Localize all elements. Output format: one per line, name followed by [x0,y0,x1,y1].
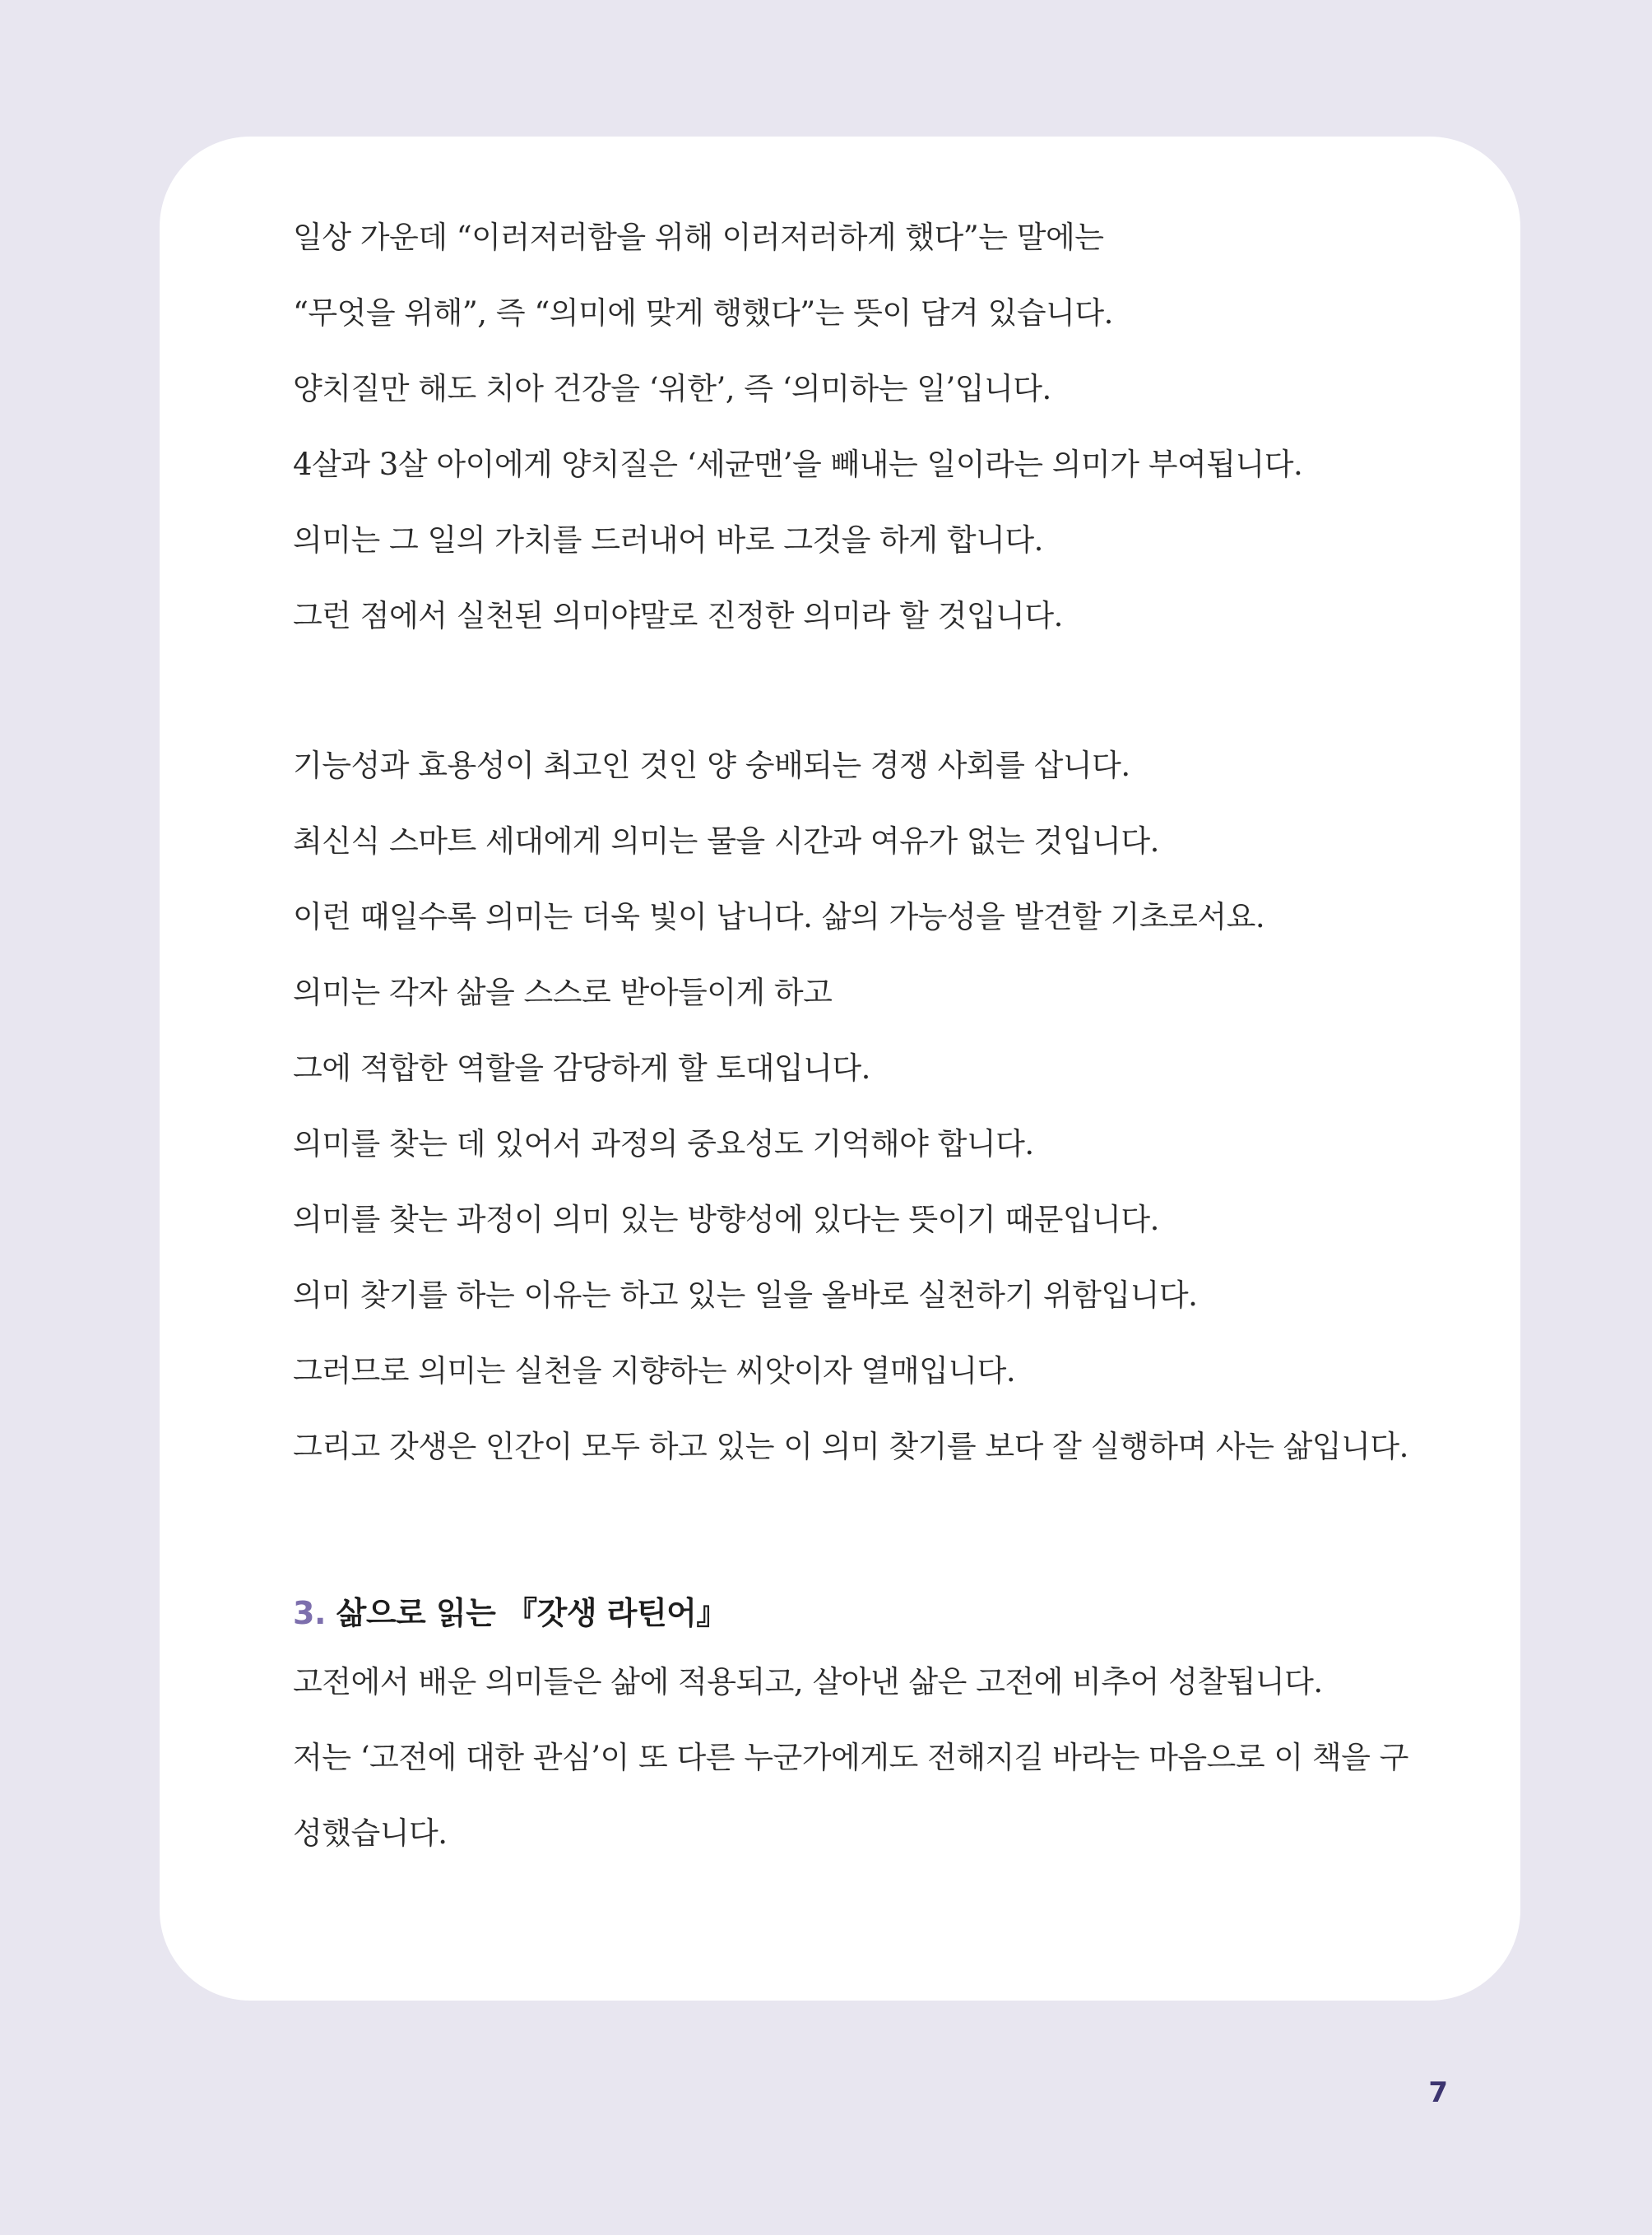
paragraph-line: 그런 점에서 실천된 의미야말로 진정한 의미라 할 것입니다. [293,598,1063,633]
section-title: 삶으로 읽는 『갓생 라틴어』 [336,1595,727,1631]
paragraph-line: 일상 가운데 “이러저러함을 위해 이러저러하게 했다”는 말에는 [293,220,1104,255]
paragraph-line: 기능성과 효용성이 최고인 것인 양 숭배되는 경쟁 사회를 삽니다. [293,748,1130,783]
paragraph-line: 최신식 스마트 세대에게 의미는 물을 시간과 여유가 없는 것입니다. [293,823,1159,859]
paragraph-line: 의미를 찾는 과정이 의미 있는 방향성에 있다는 뜻이기 때문입니다. [293,1202,1159,1237]
paragraph-line: 양치질만 해도 치아 건강을 ‘위한’, 즉 ‘의미하는 일’입니다. [293,371,1051,406]
paragraph-line: 성했습니다. [293,1815,448,1851]
paragraph-line: 저는 ‘고전에 대한 관심’이 또 다른 누군가에게도 전해지길 바라는 마음으로 이 책을 구 [293,1740,1408,1775]
section-heading [293,1588,1461,1657]
paragraph-1 [293,212,1461,666]
paragraph-2 [293,740,1461,1497]
section-number: 3. [293,1595,326,1631]
paragraph-line: 의미를 찾는 데 있어서 과정의 중요성도 기억해야 합니다. [293,1126,1034,1162]
paragraph-line: 의미 찾기를 하는 이유는 하고 있는 일을 올바로 실천하기 위함입니다. [293,1277,1198,1313]
paragraph-line: 그러므로 의미는 실천을 지향하는 씨앗이자 열매입니다. [293,1353,1016,1389]
paragraph-line: 그리고 갓생은 인간이 모두 하고 있는 이 의미 찾기를 보다 잘 실행하며 사는 삶입니다. [293,1429,1408,1464]
paragraph-spacer [293,666,1461,740]
paragraph-line: “무엇을 위해”, 즉 “의미에 맞게 행했다”는 뜻이 담겨 있습니다. [293,295,1113,331]
paragraph-line: 이런 때일수록 의미는 더욱 빛이 납니다. 삶의 가능성을 발견할 기초로서요. [293,899,1265,934]
paragraph-line: 그에 적합한 역할을 감당하게 할 토대입니다. [293,1050,870,1086]
paragraph-line: 의미는 각자 삶을 스스로 받아들이게 하고 [293,975,833,1010]
text-block [293,212,1461,1884]
paragraph-line: 고전에서 배운 의미들은 삶에 적용되고, 살아낸 삶은 고전에 비추어 성찰됩니다. [293,1664,1323,1699]
paragraph-line: 4살과 3살 아이에게 양치질은 ‘세균맨’을 빼내는 일이라는 의미가 부여됩니다. [293,447,1303,482]
page-number: 7 [1428,2076,1448,2109]
section-spacer [293,1497,1461,1588]
paragraph-3 [293,1657,1461,1884]
paragraph-line: 의미는 그 일의 가치를 드러내어 바로 그것을 하게 합니다. [293,522,1043,558]
